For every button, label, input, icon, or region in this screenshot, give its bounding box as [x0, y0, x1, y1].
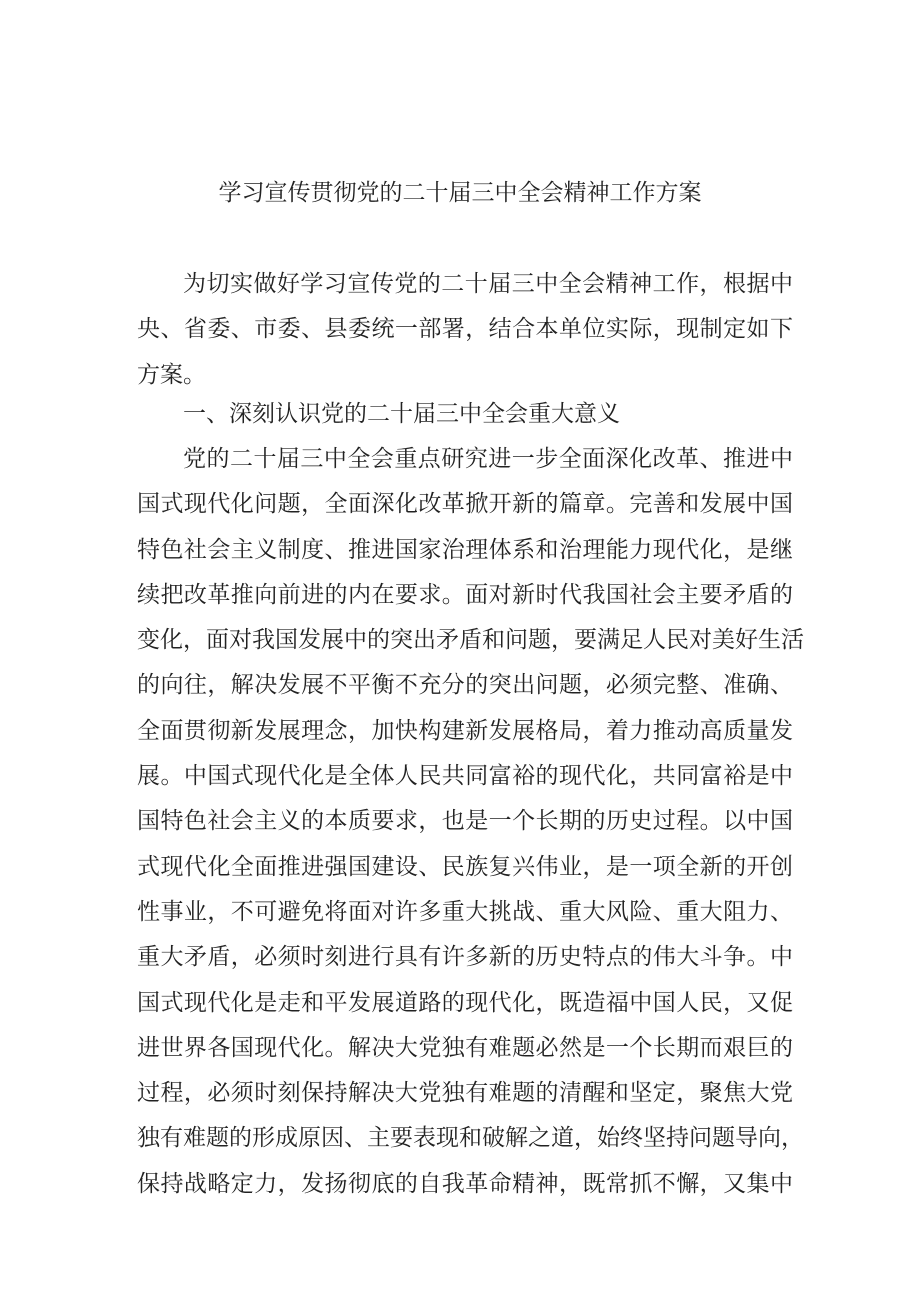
- paragraph-line: 特色社会主义制度、推进国家治理体系和治理能力现代化，是继: [137, 536, 793, 563]
- paragraph-line: 进世界各国现代化。解决大党独有难题必然是一个长期而艰巨的: [137, 1034, 793, 1061]
- paragraph-line: 独有难题的形成原因、主要表现和破解之道，始终坚持问题导向，: [137, 1125, 804, 1152]
- paragraph-line: 全面贯彻新发展理念，加快构建新发展格局，着力推动高质量发: [137, 717, 793, 744]
- section1-paragraph: [137, 437, 804, 1207]
- paragraph-line: 保持战略定力，发扬彻底的自我革命精神，既常抓不懈，又集中: [137, 1170, 793, 1197]
- paragraph-line: 展。中国式现代化是全体人民共同富裕的现代化，共同富裕是中: [137, 763, 793, 790]
- intro-line: 央、省委、市委、县委统一部署，结合本单位实际，现制定如下: [137, 316, 793, 343]
- section-heading: 一、深刻认识党的二十届三中全会重大意义: [183, 401, 620, 427]
- paragraph-line: 国式现代化问题，全面深化改革掀开新的篇章。完善和发展中国: [137, 491, 793, 518]
- paragraph-line: 变化，面对我国发展中的突出矛盾和问题，要满足人民对美好生活: [137, 627, 804, 654]
- intro-line: 为切实做好学习宣传党的二十届三中全会精神工作，根据中: [183, 271, 793, 297]
- paragraph-line: 国式现代化是走和平发展道路的现代化，既造福中国人民，又促: [137, 989, 793, 1016]
- paragraph-line: 性事业，不可避免将面对许多重大挑战、重大风险、重大阻力、: [137, 898, 793, 925]
- paragraph-line: 的向往，解决发展不平衡不充分的突出问题，必须完整、准确、: [137, 672, 793, 699]
- paragraph-line: 过程，必须时刻保持解决大党独有难题的清醒和坚定，聚焦大党: [137, 1080, 793, 1107]
- paragraph-line: 续把改革推向前进的内在要求。面对新时代我国社会主要矛盾的: [137, 581, 793, 608]
- paragraph-line: 党的二十届三中全会重点研究进一步全面深化改革、推进中: [183, 446, 793, 472]
- paragraph-line: 式现代化全面推进强国建设、民族复兴伟业，是一项全新的开创: [137, 853, 793, 880]
- document-title: 学习宣传贯彻党的二十届三中全会精神工作方案: [218, 180, 702, 206]
- intro-paragraph: [137, 262, 793, 398]
- intro-line: 方案。: [137, 361, 206, 388]
- paragraph-line: 重大矛盾，必须时刻进行具有许多新的历史特点的伟大斗争。中: [137, 944, 793, 971]
- paragraph-line: 国特色社会主义的本质要求，也是一个长期的历史过程。以中国: [137, 808, 793, 835]
